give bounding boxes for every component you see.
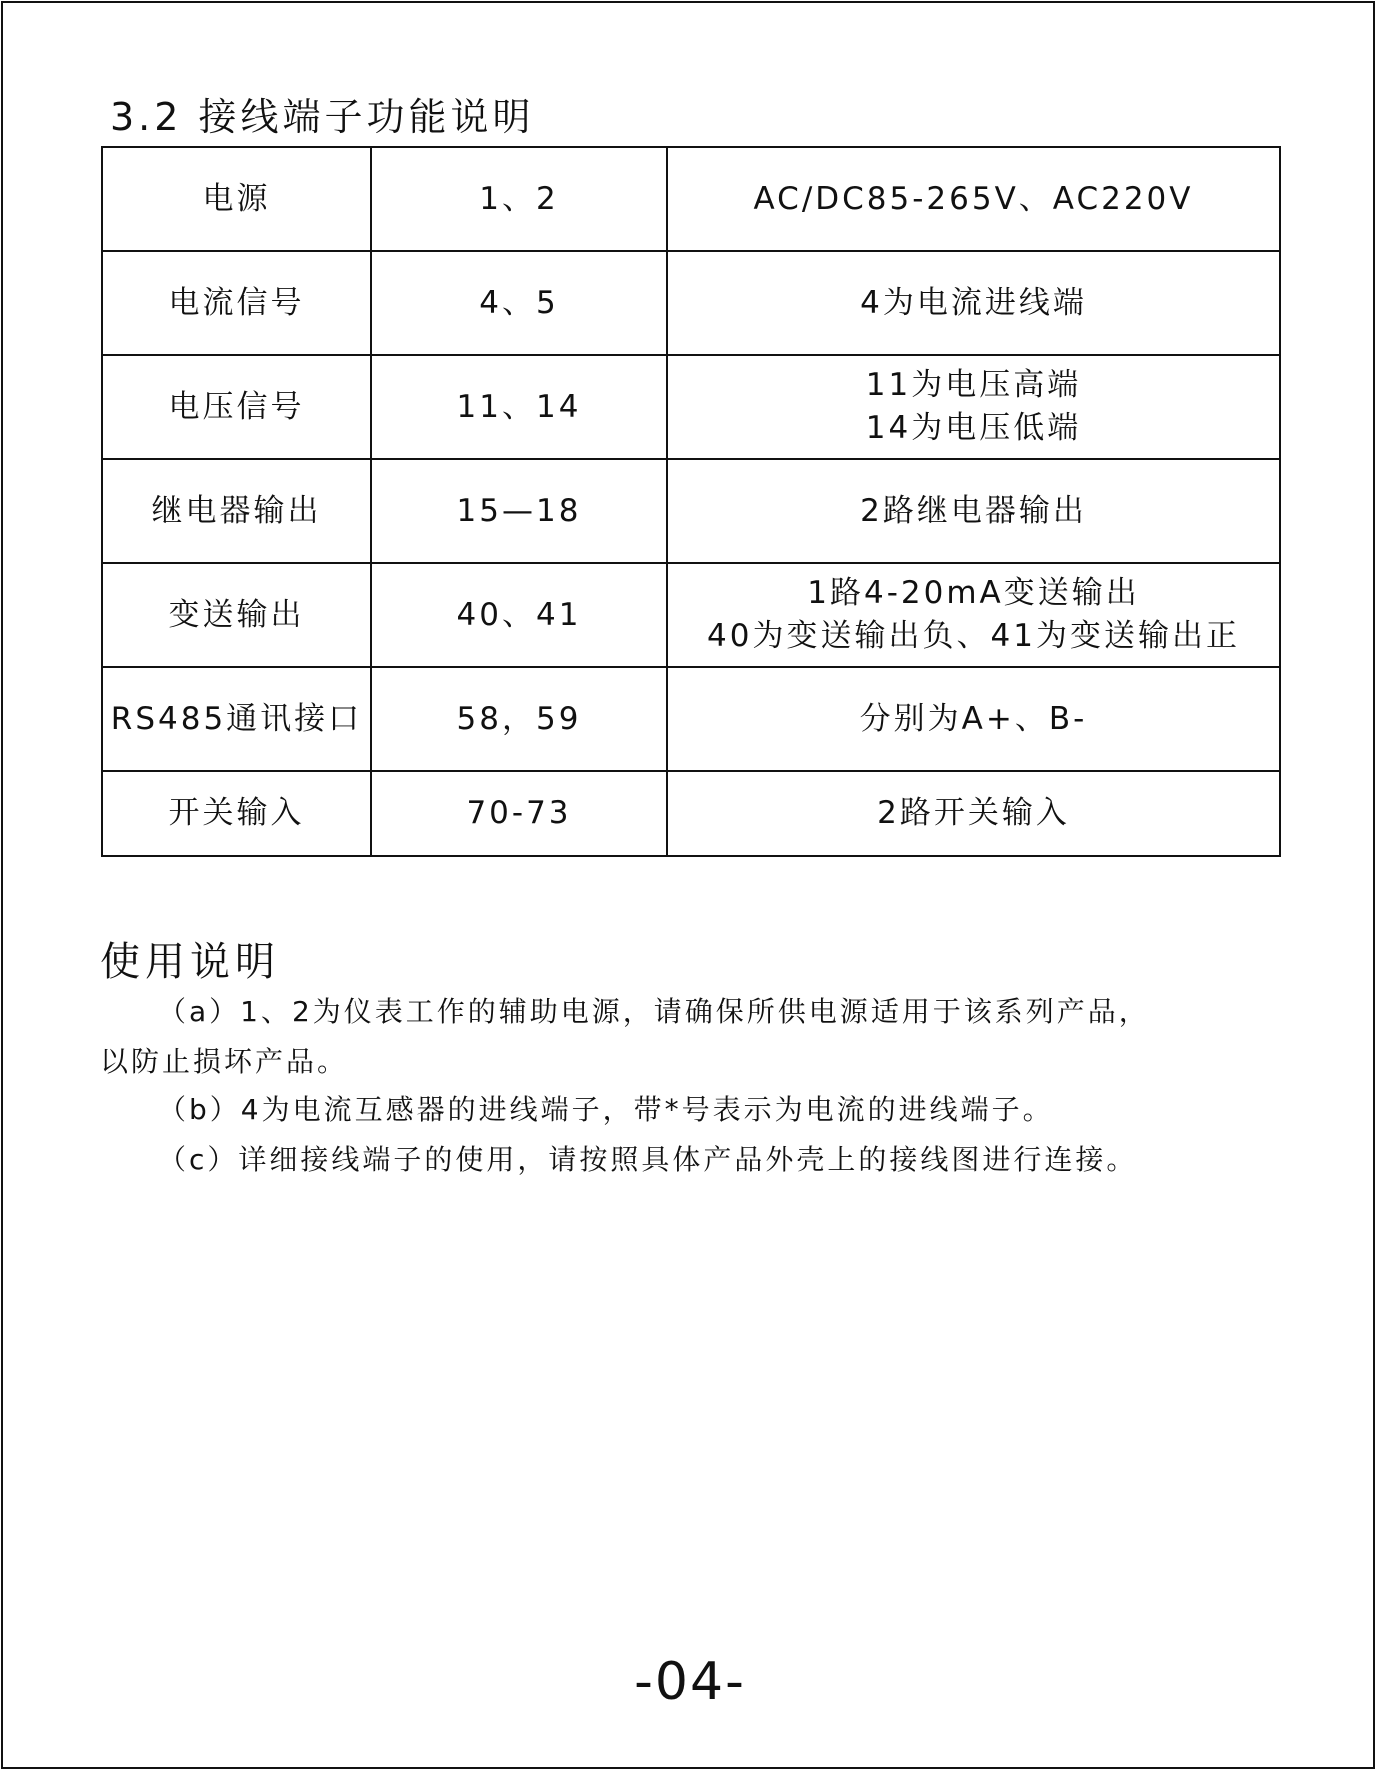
description-line: 4为电流进线端: [860, 284, 1087, 321]
terminal-number-cell: 58，59: [371, 667, 667, 771]
terminal-number-cell: 15—18: [371, 459, 667, 563]
description-line: 1路4-20mA变送输出: [807, 575, 1140, 611]
function-name-cell: 电源: [102, 147, 371, 251]
description-line: 2路开关输入: [877, 795, 1070, 831]
description-cell: [667, 251, 1280, 355]
description-cell: [667, 459, 1280, 563]
terminal-number-cell: 70-73: [371, 771, 667, 856]
function-name-cell: 开关输入: [102, 771, 371, 856]
function-name-cell: RS485通讯接口: [102, 667, 371, 771]
description-cell: [667, 771, 1280, 856]
description-cell: [667, 355, 1280, 459]
table-row: [102, 667, 1280, 771]
table-row: [102, 459, 1280, 563]
description-line: 14为电压低端: [865, 410, 1082, 446]
description-line: 11为电压高端: [865, 367, 1082, 403]
terminal-number-cell: 1、2: [371, 147, 667, 251]
section-title: 3.2 接线端子功能说明: [110, 95, 535, 139]
terminal-number-cell: 4、5: [371, 251, 667, 355]
table-row: [102, 563, 1280, 667]
description-cell: [667, 147, 1280, 251]
table-row: [102, 147, 1280, 251]
description-line: 40为变送输出负、41为变送输出正: [707, 618, 1240, 654]
usage-note-a-continued: 以防止损坏产品。: [100, 1045, 349, 1078]
table-row: [102, 771, 1280, 856]
terminal-number-cell: 40、41: [371, 563, 667, 667]
description-cell: [667, 563, 1280, 667]
description-cell: [667, 667, 1280, 771]
table-row: [102, 251, 1280, 355]
usage-note-b: （b）4为电流互感器的进线端子，带*号表示为电流的进线端子。: [158, 1093, 1054, 1126]
description-line: 2路继电器输出: [860, 492, 1087, 529]
function-name-cell: 电流信号: [102, 251, 371, 355]
page-number: -04-: [634, 1652, 746, 1712]
usage-title: 使用说明: [100, 939, 280, 985]
function-name-cell: 电压信号: [102, 355, 371, 459]
usage-note-a: （a）1、2为仪表工作的辅助电源，请确保所供电源适用于该系列产品，: [158, 995, 1150, 1028]
function-name-cell: 继电器输出: [102, 459, 371, 563]
function-name-cell: 变送输出: [102, 563, 371, 667]
terminal-number-cell: 11、14: [371, 355, 667, 459]
description-line: AC/DC85-265V、AC220V: [753, 180, 1194, 217]
description-line: 分别为A+、B-: [859, 700, 1088, 737]
usage-note-c: （c）详细接线端子的使用，请按照具体产品外壳上的接线图进行连接。: [158, 1143, 1138, 1176]
terminal-function-table: [101, 146, 1281, 857]
table-row: [102, 355, 1280, 459]
